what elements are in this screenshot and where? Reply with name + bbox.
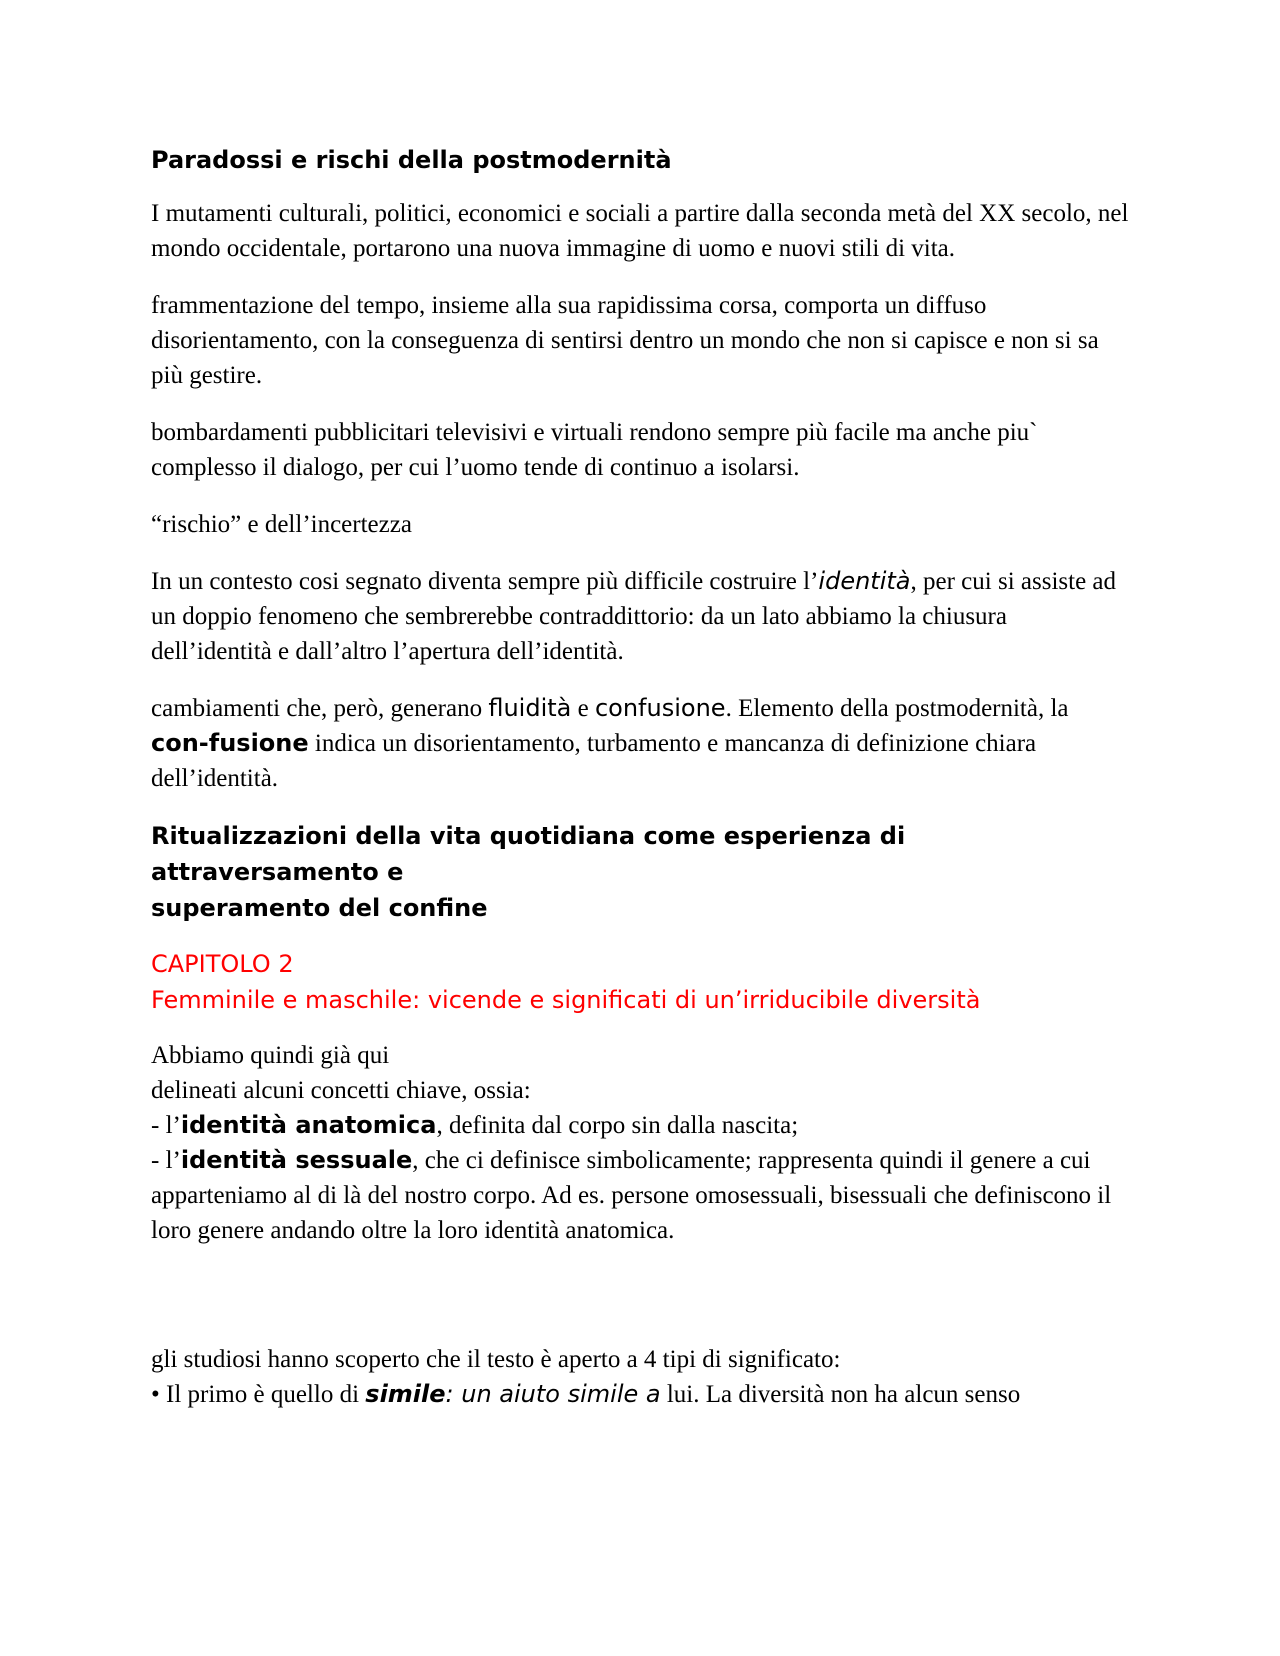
text-run: . Elemento della postmodernità, la [725,695,1069,722]
text-line: gli studiosi hanno scoperto che il testo è aperto a 4 tipi di significato: [151,1346,841,1373]
emphasis-aiuto-simile: : un aiuto simile a [445,1380,661,1408]
paragraph-meanings [151,1342,1131,1412]
text-run: • Il primo è quello di [151,1381,366,1408]
document-page [151,142,1131,1434]
paragraph-risk: “rischio” e dell’incertezza [151,511,412,538]
paragraph-time-fragmentation: frammentazione del tempo, insieme alla sua rapidissima corsa, comporta un diffuso disorientamento, con la conseguenza di sentirsi dentro un mondo che non si capisce e non si sa più gestire. [151,292,1099,389]
heading-ritualizations [151,818,1131,926]
list-item-anatomical [151,1112,798,1139]
paragraph-cultural-changes: I mutamenti culturali, politici, economici e sociali a partire dalla seconda metà del XX secolo, nel mondo occidentale, portarono una nuova immagine di uomo e nuovi stili di vita. [151,200,1129,262]
text-line: Abbiamo quindi già qui [151,1042,390,1069]
heading-line: Ritualizzazioni della vita quotidiana come esperienza di attraversamento e [151,822,906,886]
text-run: , che ci definisce simbolicamente; rappresenta quindi il genere a cui [412,1147,1091,1174]
list-item-simile [151,1381,1020,1408]
paragraph-advertising: bombardamenti pubblicitari televisivi e virtuali rendono sempre più facile ma anche piu` complesso il dialogo, per cui l’uomo tende di continuo a isolarsi. [151,419,1038,481]
text-run: indica un disorientamento, turbamento e mancanza di definizione chiara dell’identità. [151,730,1037,792]
text-run: - l’ [151,1112,181,1139]
term-identita-anatomica: identità anatomica [180,1111,437,1139]
emphasis-con-fusione: con-fusione [151,729,309,757]
paragraph-fluidity [151,691,1131,796]
text-run: lui. La diversità non ha alcun senso [660,1381,1021,1408]
list-item-sexual [151,1147,1090,1174]
text-line: apparteniamo al di là del nostro corpo. Ad es. persone omosessuali, bisessuali che definiscono il loro genere andando oltre la loro identità anatomica. [151,1182,1112,1244]
text-run: In un contesto cosi segnato diventa sempre più difficile costruire l’ [151,568,819,595]
term-identita-sessuale: identità sessuale [180,1146,413,1174]
emphasis-fluidita: fluidità [488,694,572,722]
emphasis-identita: identità [818,567,911,595]
chapter-label: CAPITOLO 2 [151,950,294,978]
text-run: cambiamenti che, però, generano [151,695,489,722]
chapter-heading [151,946,1131,1018]
text-line: delineati alcuni concetti chiave, ossia: [151,1077,531,1104]
spacer [151,1270,1131,1342]
text-run: - l’ [151,1147,181,1174]
chapter-title: Femminile e maschile: vicende e significati di un’irriducibile diversità [151,986,981,1014]
text-run: , per cui si assiste ad un doppio fenomeno che sembrerebbe contraddittorio: da un lato abbiamo la chiusura dell’identità e dall’altro l’apertura dell’identità. [151,568,1117,665]
text-run: e [571,695,595,722]
text-run: , definita dal corpo sin dalla nascita; [436,1112,799,1139]
paragraph-identity [151,564,1131,669]
emphasis-confusione: confusione [594,694,726,722]
paragraph-key-concepts [151,1038,1131,1248]
term-simile: simile [365,1380,446,1408]
heading-postmodernity: Paradossi e rischi della postmodernità [151,146,672,174]
heading-line: superamento del confine [151,894,488,922]
